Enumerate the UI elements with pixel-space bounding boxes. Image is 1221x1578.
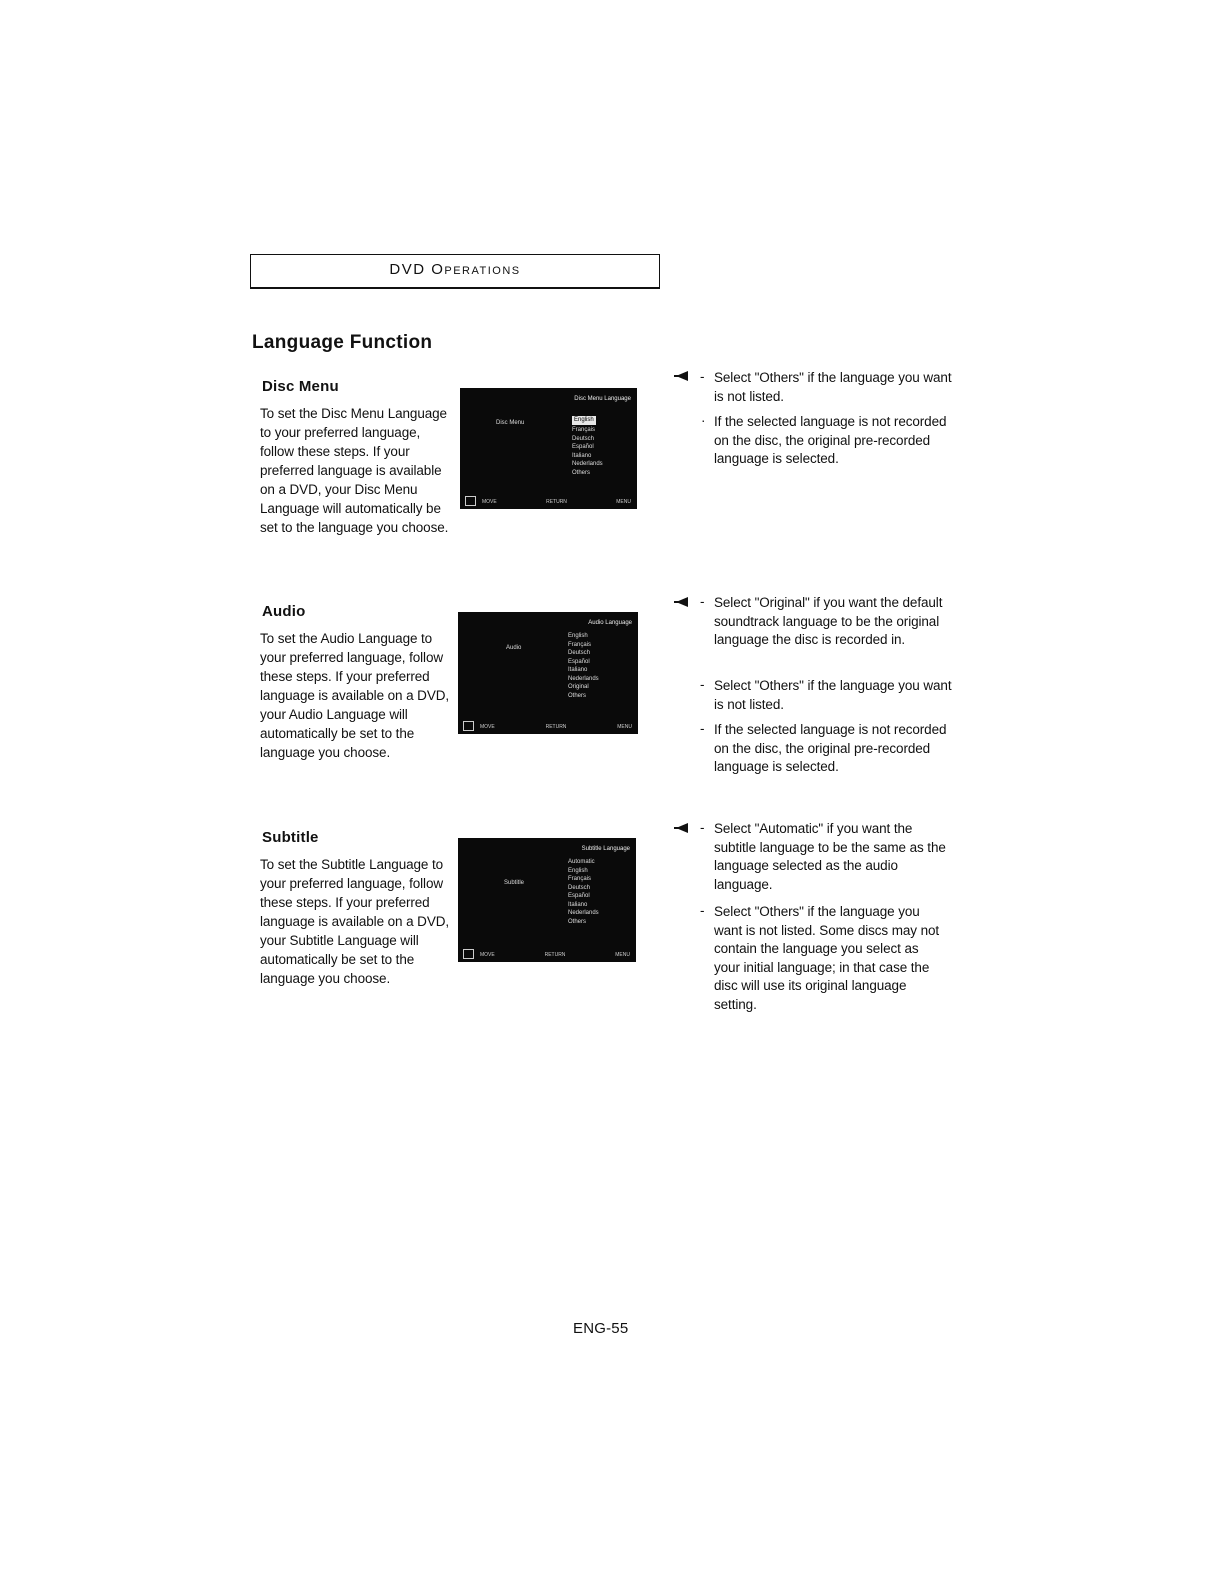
disc-menu-note-1: Select "Others" if the language you want is not listed. bbox=[714, 370, 952, 404]
screen-list-item: Deutsch bbox=[568, 650, 591, 656]
screen-list-item: Deutsch bbox=[568, 884, 591, 891]
disc-menu-body: To set the Disc Menu Language to your preferred language, follow these steps. If your preferred language is available on a DVD, your Disc Menu Language will automatically be set to the language you choose. bbox=[260, 406, 449, 535]
note-dash: - bbox=[700, 677, 705, 692]
audio-note-2: Select "Others" if the language you want is not listed. bbox=[714, 678, 952, 712]
note-arrow-icon bbox=[676, 597, 688, 607]
menu-hint: MENU bbox=[616, 499, 631, 505]
disc-menu-note-2: If the selected language is not recorded on the disc, the original pre-recorded language is selected. bbox=[714, 414, 947, 466]
subtitle-note-1: Select "Automatic" if you want the subtitle language to be the same as the language selected as the audio language. bbox=[714, 821, 946, 892]
screen-language-list bbox=[568, 858, 599, 926]
screen-list-item: Italiano bbox=[568, 667, 588, 673]
screen-language-list bbox=[568, 632, 599, 700]
page-number: ENG-55 bbox=[573, 1320, 629, 1337]
disc-icon bbox=[463, 721, 474, 731]
screen-list-item: Français bbox=[568, 641, 592, 648]
disc-menu-screen bbox=[460, 388, 637, 509]
screen-footer bbox=[482, 499, 631, 505]
screen-list-item: Italiano bbox=[568, 901, 588, 908]
return-hint: RETURN bbox=[546, 499, 567, 505]
screen-title: Subtitle Language bbox=[581, 846, 630, 852]
screen-language-list bbox=[572, 408, 603, 477]
disc-icon bbox=[463, 949, 474, 959]
subtitle-screen bbox=[458, 838, 636, 962]
screen-list-item: English bbox=[574, 417, 594, 423]
screen-list-item: Others bbox=[572, 469, 591, 476]
note-dash: · bbox=[701, 413, 706, 428]
subtitle-body: To set the Subtitle Language to your preferred language, follow these steps. If your preferred language is available on a DVD, your Subtitle Language will automatically be set to the language you choose. bbox=[260, 857, 450, 986]
audio-note-3: If the selected language is not recorded on the disc, the original pre-recorded language is selected. bbox=[714, 722, 947, 774]
screen-title: Audio Language bbox=[588, 620, 632, 626]
disc-icon bbox=[465, 496, 476, 506]
screen-footer bbox=[480, 724, 632, 730]
menu-hint: MENU bbox=[615, 952, 630, 958]
note-dash: - bbox=[700, 721, 705, 736]
header-box bbox=[250, 254, 660, 289]
screen-list-item: Nederlands bbox=[568, 910, 599, 916]
screen-list-item: Español bbox=[568, 893, 590, 899]
note-dash: - bbox=[700, 594, 705, 609]
screen-list-item: Others bbox=[568, 918, 587, 925]
screen-left-label: Audio bbox=[506, 645, 522, 651]
screen-list-item: English bbox=[568, 867, 588, 874]
move-hint: MOVE bbox=[480, 952, 495, 958]
note-dash: - bbox=[700, 903, 705, 918]
screen-left-label: Subtitle bbox=[504, 880, 525, 886]
screen-list-item: Español bbox=[572, 444, 594, 450]
return-hint: RETURN bbox=[544, 952, 566, 958]
screen-footer bbox=[480, 952, 630, 958]
screen-list-item: Español bbox=[568, 658, 590, 665]
screen-list-item: Others bbox=[568, 692, 587, 699]
screen-title: Disc Menu Language bbox=[574, 396, 631, 402]
move-hint: MOVE bbox=[482, 499, 497, 505]
screen-list-item: Français bbox=[568, 876, 592, 882]
note-arrow-icon bbox=[676, 823, 688, 833]
audio-body: To set the Audio Language to your preferred language, follow these steps. If your preferred language is available on a DVD, your Audio Language will automatically be set to the language you choose. bbox=[260, 631, 450, 760]
screen-list-item: Original bbox=[568, 684, 589, 690]
audio-heading: Audio bbox=[262, 603, 306, 620]
note-arrow-icon bbox=[676, 371, 688, 381]
screen-list-item: Deutsch bbox=[572, 435, 595, 442]
screen-list-item: Italiano bbox=[572, 452, 592, 459]
screen-list-item: Automatic bbox=[568, 859, 595, 865]
audio-note-1: Select "Original" if you want the default soundtrack language to be the original language the disc is recorded in. bbox=[714, 595, 943, 647]
note-dash: - bbox=[700, 369, 705, 384]
screen-list-item: Nederlands bbox=[568, 675, 599, 682]
audio-screen bbox=[458, 612, 638, 734]
move-hint: MOVE bbox=[480, 724, 495, 730]
subtitle-heading: Subtitle bbox=[262, 829, 319, 846]
screen-list-item: Français bbox=[572, 427, 596, 433]
screen-list-item: Nederlands bbox=[572, 461, 603, 467]
note-dash: - bbox=[700, 820, 705, 835]
screen-left-label: Disc Menu bbox=[496, 420, 525, 426]
header-title: DVD Operations bbox=[389, 261, 521, 278]
disc-menu-heading: Disc Menu bbox=[262, 378, 339, 395]
return-hint: RETURN bbox=[545, 724, 567, 730]
screen-list-item: English bbox=[568, 633, 588, 639]
section-title: Language Function bbox=[252, 332, 433, 353]
subtitle-note-2: Select "Others" if the language you want is not listed. Some discs may not contain the language you select as your initial language; in that case the disc will use its original language setting. bbox=[714, 904, 940, 1012]
menu-hint: MENU bbox=[617, 724, 632, 730]
